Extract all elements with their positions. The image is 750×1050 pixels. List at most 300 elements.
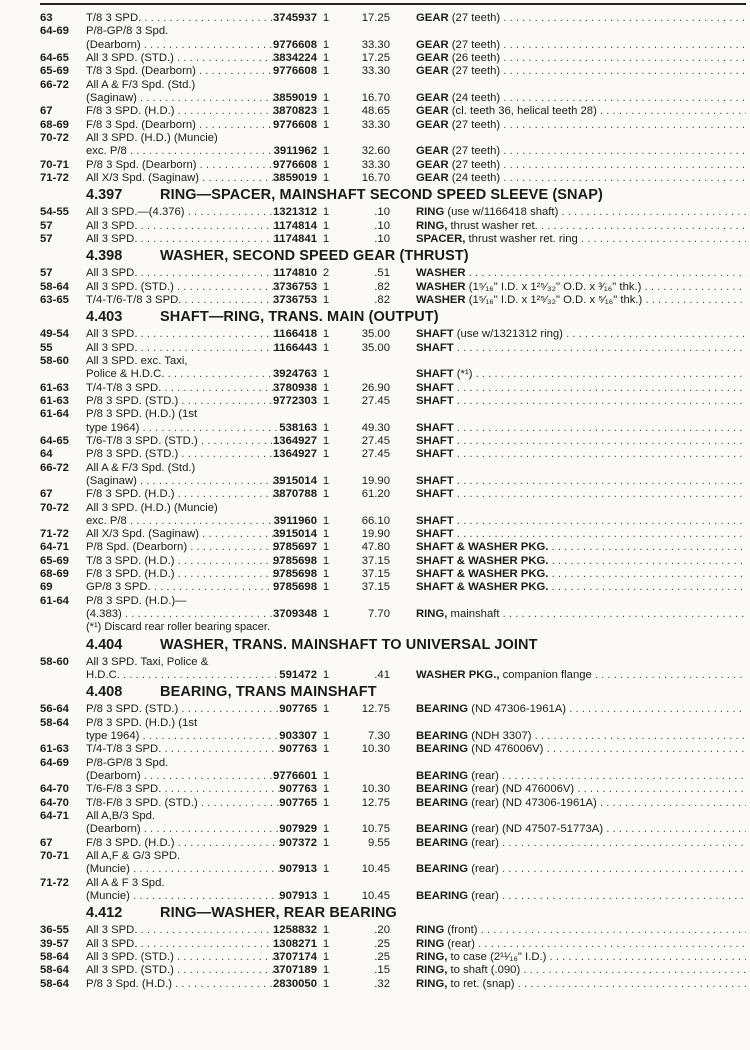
row-quantity: 1: [322, 783, 330, 796]
row-part-number: 1166418: [273, 328, 317, 341]
description-name: GEAR: [416, 118, 449, 131]
description-detail: (27 teeth): [448, 12, 501, 24]
application-text: All 3 SPD.: [86, 267, 138, 280]
row-description: [416, 964, 746, 977]
description-dots: [500, 52, 746, 64]
section-header: [40, 635, 746, 656]
application-text: (Muncie): [86, 890, 130, 903]
row-part-number: 3915014: [273, 474, 317, 487]
row-application: [86, 717, 284, 730]
section-title: RING—WASHER, REAR BEARING: [160, 905, 397, 922]
row-price: 37.15: [361, 568, 390, 581]
row-quantity: 1: [322, 91, 330, 104]
row-years: 64-71: [40, 810, 69, 823]
row-years: 55: [40, 341, 53, 354]
row-quantity: 1: [322, 703, 330, 716]
description-name: SHAFT: [416, 448, 454, 461]
row-part-number: 3859019: [273, 91, 317, 104]
description-dots: [454, 435, 746, 447]
part-row: [40, 823, 746, 836]
description-name: SHAFT: [416, 421, 454, 434]
row-years: 64-65: [40, 434, 69, 447]
row-part-number: 3911960: [273, 514, 317, 527]
row-years: 58-60: [40, 354, 69, 367]
part-row: [40, 608, 746, 621]
description-dots: [454, 422, 746, 434]
row-part-number: 3915014: [273, 528, 317, 541]
description-name: RING,: [416, 219, 448, 232]
section-title: RING—SPACER, MAINSHAFT SECOND SPEED SLEEVE (SNAP): [160, 187, 603, 204]
row-part-number: 3780938: [273, 381, 317, 394]
row-years: 57: [40, 219, 53, 232]
row-years: 67: [40, 105, 53, 118]
row-quantity: 1: [322, 293, 330, 306]
row-description: [416, 528, 746, 541]
row-description: [416, 65, 746, 78]
part-row: [40, 220, 746, 233]
row-quantity: 1: [322, 341, 330, 354]
row-part-number: 907765: [279, 703, 317, 716]
description-name: WASHER: [416, 267, 466, 280]
description-dots: [500, 145, 746, 157]
row-price: 35.00: [361, 328, 390, 341]
part-row: [40, 730, 746, 743]
description-dots: [454, 395, 746, 407]
row-years: 61-63: [40, 743, 69, 756]
row-price: 66.10: [361, 514, 390, 527]
row-quantity: 1: [322, 232, 330, 245]
description-detail: (1⁵⁄₁₆" I.D. x 1²⁵⁄₃₂" O.D. x ⁵⁄₁₆" thk.): [465, 293, 643, 306]
description-dots: [454, 382, 746, 394]
description-detail: (24 teeth): [448, 91, 501, 104]
description-detail: (24 teeth): [448, 171, 501, 184]
row-years: 64-70: [40, 796, 69, 809]
row-years: 58-60: [40, 655, 69, 668]
row-years: 70-71: [40, 850, 69, 863]
section-number: 4.412: [86, 905, 123, 922]
row-years: 71-72: [40, 528, 69, 541]
application-text: P/8 3 SPD. (STD.): [86, 448, 179, 461]
row-price: .82: [374, 280, 390, 293]
description-dots: [499, 890, 746, 902]
row-part-number: 1166443: [273, 341, 317, 354]
row-application: [86, 877, 284, 890]
row-price: 33.30: [361, 38, 390, 51]
description-detail: (rear): [468, 890, 499, 903]
row-quantity: 1: [322, 863, 330, 876]
row-part-number: 9785698: [273, 554, 317, 567]
row-part-number: 9772303: [273, 394, 317, 407]
description-name: GEAR: [416, 65, 449, 78]
row-price: 19.90: [361, 528, 390, 541]
row-years: 64-71: [40, 541, 69, 554]
part-row: [40, 159, 746, 172]
section-title: BEARING, TRANS MAINSHAFT: [160, 684, 377, 701]
part-row: [40, 528, 746, 541]
description-name: RING,: [416, 977, 448, 990]
row-quantity: 1: [322, 219, 330, 232]
row-quantity: 1: [322, 554, 330, 567]
row-quantity: 1: [322, 38, 330, 51]
row-description: [416, 669, 746, 682]
row-quantity: 1: [322, 145, 330, 158]
description-name: BEARING: [416, 863, 469, 876]
application-text: P/8 3 SPD. (H.D.) (1st: [86, 716, 198, 729]
part-row: [40, 837, 746, 850]
application-text: P/8-GP/8 3 Spd.: [86, 25, 169, 38]
row-description: [416, 368, 746, 381]
description-name: BEARING: [416, 703, 469, 716]
row-description: [416, 938, 746, 951]
application-text: All 3 SPD. (STD.): [86, 280, 174, 293]
description-detail: (rear) (ND 476006V): [468, 783, 575, 796]
part-row: [40, 863, 746, 876]
row-part-number: 907372: [279, 836, 317, 849]
description-dots: [500, 172, 746, 184]
row-years: 58-64: [40, 977, 69, 990]
description-dots: [500, 12, 746, 24]
description-dots: [566, 703, 746, 715]
row-quantity: 1: [322, 514, 330, 527]
row-quantity: 1: [322, 474, 330, 487]
part-row: [40, 656, 746, 669]
row-part-number: 1308271: [273, 937, 317, 950]
row-part-number: 3834224: [273, 51, 317, 64]
application-text: GP/8 3 SPD.: [86, 581, 151, 594]
row-quantity: 1: [322, 951, 330, 964]
row-quantity: 1: [322, 770, 330, 783]
part-row: [40, 555, 746, 568]
row-part-number: 3870823: [273, 105, 317, 118]
description-detail: to ret. (snap): [447, 977, 515, 990]
row-quantity: 1: [322, 669, 330, 682]
row-part-number: 9776608: [273, 38, 317, 51]
row-quantity: 1: [322, 977, 330, 990]
row-quantity: 1: [322, 823, 330, 836]
section-header: [40, 185, 746, 206]
row-price: 19.90: [361, 474, 390, 487]
description-detail: (27 teeth): [448, 158, 501, 171]
row-description: [416, 541, 746, 554]
application-text: F/8 3 Spd. (Dearborn): [86, 118, 196, 131]
row-part-number: 1364927: [273, 448, 317, 461]
application-text: H.D.C.: [86, 669, 120, 682]
row-part-number: 9776608: [273, 158, 317, 171]
part-row: [40, 355, 746, 368]
row-quantity: 1: [322, 105, 330, 118]
row-price: 49.30: [361, 421, 390, 434]
row-quantity: 1: [322, 280, 330, 293]
application-text: T/8 3 SPD. (H.D.): [86, 554, 175, 567]
part-row: [40, 783, 746, 796]
row-part-number: 907763: [279, 743, 317, 756]
row-years: 63-65: [40, 293, 69, 306]
description-dots: [500, 119, 746, 131]
description-name: SHAFT & WASHER PKG.: [416, 581, 549, 594]
row-description: [416, 475, 746, 488]
part-row: [40, 172, 746, 185]
row-years: 67: [40, 488, 53, 501]
row-price: .82: [374, 293, 390, 306]
part-row: [40, 145, 746, 158]
part-row: [40, 382, 746, 395]
section-title: SHAFT—RING, TRANS. MAIN (OUTPUT): [160, 309, 439, 326]
row-price: .10: [374, 232, 390, 245]
row-part-number: 9776601: [273, 770, 317, 783]
description-detail: (use w/1321312 ring): [453, 328, 563, 341]
row-quantity: 1: [322, 171, 330, 184]
application-text: T/8 3 SPD.: [86, 12, 142, 24]
description-name: SHAFT: [416, 394, 454, 407]
description-name: GEAR: [416, 12, 449, 24]
row-description: [416, 924, 746, 937]
description-name: BEARING: [416, 770, 469, 783]
part-row: [40, 890, 746, 903]
application-text: type 1964): [86, 421, 140, 434]
row-description: [416, 568, 746, 581]
description-detail: (rear): [468, 863, 499, 876]
row-years: 70-72: [40, 501, 69, 514]
application-text: All A & F 3 Spd.: [86, 876, 165, 889]
row-application: [86, 132, 284, 145]
description-name: RING,: [416, 608, 448, 621]
application-text: All 3 SPD.: [86, 328, 138, 341]
section-number: 4.403: [86, 309, 123, 326]
application-text: All 3 SPD.: [86, 219, 138, 232]
row-price: .41: [374, 669, 390, 682]
section-number: 4.408: [86, 684, 123, 701]
application-text: P/8 3 SPD. (STD.): [86, 703, 179, 716]
row-description: [416, 382, 746, 395]
row-years: 54-55: [40, 206, 69, 219]
row-part-number: 9785697: [273, 541, 317, 554]
application-text: T/8-F/8 3 SPD. (STD.): [86, 796, 198, 809]
application-text: (Dearborn): [86, 38, 141, 51]
description-detail: (rear) (ND 47306-1961A): [468, 796, 597, 809]
row-price: 7.30: [368, 730, 390, 743]
description-detail: (rear): [468, 836, 499, 849]
row-years: 36-55: [40, 924, 69, 937]
row-quantity: 1: [322, 964, 330, 977]
application-text: All 3 SPD. exc. Taxi,: [86, 354, 188, 367]
section-title: WASHER, TRANS. MAINSHAFT TO UNIVERSAL JOINT: [160, 636, 538, 653]
description-name: SHAFT: [416, 341, 454, 354]
row-quantity: 1: [322, 488, 330, 501]
description-dots: [478, 924, 746, 936]
row-description: [416, 92, 746, 105]
row-part-number: 1321312: [273, 206, 317, 219]
description-dots: [532, 730, 746, 742]
description-name: SHAFT & WASHER PKG.: [416, 568, 549, 581]
row-description: [416, 608, 746, 621]
part-row: [40, 595, 746, 608]
description-dots: [548, 568, 746, 580]
row-description: [416, 206, 746, 219]
row-description: [416, 119, 746, 132]
part-row: [40, 978, 746, 991]
row-years: 71-72: [40, 876, 69, 889]
description-detail: (1⁵⁄₁₆" I.D. x 1²⁵⁄₃₂" O.D. x ³⁄₁₆" thk.): [465, 280, 642, 293]
row-price: 27.45: [361, 394, 390, 407]
application-text: T/4-T/6-T/8 3 SPD.: [86, 293, 182, 306]
part-row: [40, 368, 746, 381]
row-price: 12.75: [361, 703, 390, 716]
row-description: [416, 890, 746, 903]
description-detail: (27 teeth): [448, 38, 501, 51]
description-dots: [454, 342, 746, 354]
description-name: WASHER: [416, 280, 466, 293]
row-description: [416, 978, 746, 991]
part-row: [40, 105, 746, 118]
row-quantity: 1: [322, 434, 330, 447]
row-quantity: 1: [322, 730, 330, 743]
row-years: 66-72: [40, 461, 69, 474]
part-row: [40, 435, 746, 448]
row-price: 27.45: [361, 434, 390, 447]
application-text: exc. P/8: [86, 145, 127, 158]
row-part-number: 9785698: [273, 581, 317, 594]
description-name: GEAR: [416, 171, 449, 184]
description-dots: [500, 159, 746, 171]
application-text: All 3 SPD.—(4.376): [86, 206, 185, 219]
row-part-number: 1364927: [273, 434, 317, 447]
row-description: [416, 294, 746, 307]
application-text: All X/3 Spd. (Saginaw): [86, 528, 200, 541]
part-row: [40, 938, 746, 951]
row-description: [416, 730, 746, 743]
application-text: F/8 3 SPD. (H.D.): [86, 568, 175, 581]
row-price: 10.45: [361, 863, 390, 876]
row-description: [416, 837, 746, 850]
description-name: SHAFT & WASHER PKG.: [416, 554, 549, 567]
row-part-number: 2830050: [273, 977, 317, 990]
description-detail: (27 teeth): [448, 145, 501, 158]
description-name: SPACER,: [416, 232, 466, 245]
row-description: [416, 52, 746, 65]
part-row: [40, 488, 746, 501]
description-detail: companion flange: [499, 669, 592, 682]
row-quantity: 1: [322, 118, 330, 131]
row-description: [416, 342, 746, 355]
row-price: .10: [374, 206, 390, 219]
description-detail: (26 teeth): [448, 51, 501, 64]
part-row: [40, 448, 746, 461]
row-part-number: 3911962: [273, 145, 317, 158]
row-description: [416, 267, 746, 280]
row-quantity: 1: [322, 381, 330, 394]
part-row: [40, 924, 746, 937]
description-name: WASHER PKG.,: [416, 669, 500, 682]
row-part-number: 1258832: [273, 924, 317, 937]
description-dots: [543, 743, 746, 755]
application-text: All 3 SPD. (H.D.) (Muncie): [86, 501, 218, 514]
part-row: [40, 475, 746, 488]
row-part-number: 3870788: [273, 488, 317, 501]
description-dots: [499, 770, 746, 782]
row-part-number: 907763: [279, 783, 317, 796]
section-header: [40, 246, 746, 267]
row-years: 49-54: [40, 328, 69, 341]
row-description: [416, 823, 746, 836]
part-row: [40, 281, 746, 294]
row-description: [416, 448, 746, 461]
description-name: WASHER: [416, 293, 466, 306]
row-application: [86, 757, 284, 770]
description-name: BEARING: [416, 730, 469, 743]
description-name: SHAFT: [416, 381, 454, 394]
row-years: 64-69: [40, 756, 69, 769]
application-text: All 3 SPD.: [86, 924, 138, 937]
description-dots: [597, 105, 746, 117]
row-application: [86, 355, 284, 368]
section-header: [40, 903, 746, 924]
description-dots: [597, 797, 746, 809]
part-row: [40, 797, 746, 810]
row-part-number: 3745937: [273, 12, 317, 24]
description-dots: [592, 669, 746, 681]
description-detail: thrust washer ret. ring: [465, 232, 578, 245]
application-text: T/6-F/8 3 SPD.: [86, 783, 162, 796]
description-detail: mainshaft: [447, 608, 500, 621]
part-row: [40, 267, 746, 280]
part-row: [40, 395, 746, 408]
description-dots: [500, 608, 746, 620]
application-text: (Dearborn): [86, 823, 141, 836]
application-text: All 3 SPD.: [86, 341, 138, 354]
description-detail: (ND 476006V): [468, 743, 544, 756]
row-description: [416, 105, 746, 118]
description-name: SHAFT: [416, 474, 454, 487]
row-quantity: 1: [322, 328, 330, 341]
row-price: .25: [374, 951, 390, 964]
description-name: SHAFT: [416, 328, 454, 341]
row-price: 17.25: [361, 51, 390, 64]
section-number: 4.404: [86, 636, 123, 653]
description-dots: [574, 783, 746, 795]
application-text: (Dearborn): [86, 770, 141, 783]
description-dots: [641, 281, 746, 293]
row-price: 10.75: [361, 823, 390, 836]
row-description: [416, 328, 746, 341]
description-detail: thrust washer ret.: [447, 219, 538, 232]
row-part-number: 9785698: [273, 568, 317, 581]
application-text: All X/3 Spd. (Saginaw): [86, 171, 200, 184]
row-quantity: 1: [322, 568, 330, 581]
description-dots: [558, 206, 746, 218]
row-application: [86, 502, 284, 515]
part-row: [40, 964, 746, 977]
row-description: [416, 233, 746, 246]
description-detail: (cl. teeth 36, helical teeth 28): [448, 105, 597, 118]
row-price: 27.45: [361, 448, 390, 461]
part-row: [40, 328, 746, 341]
description-detail: (rear) (ND 47507-51773A): [468, 823, 604, 836]
row-part-number: 3736753: [273, 280, 317, 293]
description-dots: [563, 328, 746, 340]
description-detail: (ND 47306-1961A): [468, 703, 567, 716]
application-text: All 3 SPD. (STD.): [86, 964, 174, 977]
row-years: 69: [40, 581, 53, 594]
row-price: 37.15: [361, 581, 390, 594]
description-dots: [500, 39, 746, 51]
row-application: [86, 462, 284, 475]
row-description: [416, 281, 746, 294]
row-description: [416, 783, 746, 796]
row-application: [86, 850, 284, 863]
row-part-number: 538163: [279, 421, 317, 434]
description-name: RING: [416, 937, 445, 950]
row-quantity: 1: [322, 937, 330, 950]
